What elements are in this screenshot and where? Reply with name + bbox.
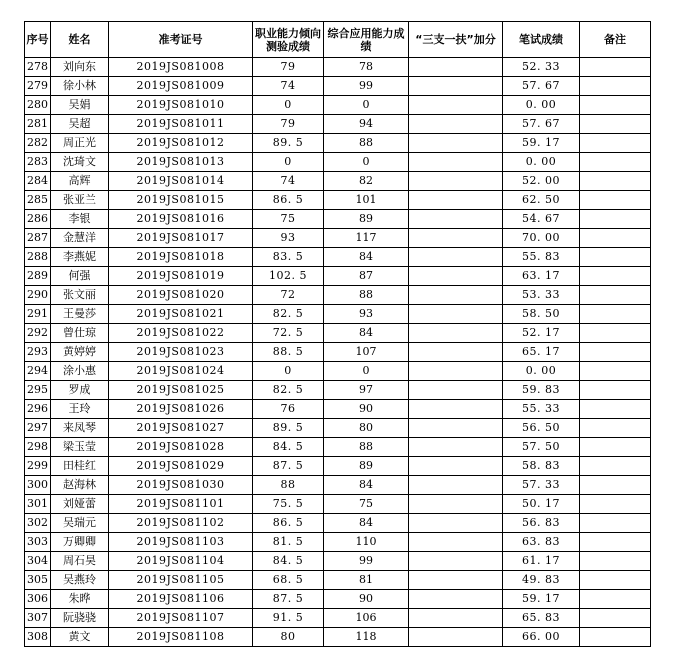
cell-comprehensive: 82: [324, 172, 409, 191]
cell-name: 王玲: [51, 400, 109, 419]
table-row: [25, 609, 651, 628]
table-row: [25, 248, 651, 267]
table-row: [25, 58, 651, 77]
table-row: [25, 400, 651, 419]
cell-aptitude: 79: [253, 58, 324, 77]
cell-bonus: [409, 552, 503, 571]
table-row: [25, 229, 651, 248]
header-name: 姓名: [51, 22, 109, 58]
cell-seq: 287: [25, 229, 51, 248]
cell-written: 59. 83: [503, 381, 580, 400]
cell-remarks: [580, 248, 651, 267]
table-row: [25, 552, 651, 571]
cell-seq: 295: [25, 381, 51, 400]
cell-written: 58. 83: [503, 457, 580, 476]
table-row: [25, 115, 651, 134]
cell-exam-no: 2019JS081023: [109, 343, 253, 362]
header-exam-no: 准考证号: [109, 22, 253, 58]
cell-exam-no: 2019JS081025: [109, 381, 253, 400]
cell-bonus: [409, 58, 503, 77]
table-row: [25, 210, 651, 229]
cell-name: 张文丽: [51, 286, 109, 305]
cell-exam-no: 2019JS081015: [109, 191, 253, 210]
cell-name: 黄婷婷: [51, 343, 109, 362]
cell-comprehensive: 107: [324, 343, 409, 362]
cell-written: 57. 67: [503, 77, 580, 96]
header-seq: 序号: [25, 22, 51, 58]
table-row: [25, 571, 651, 590]
cell-comprehensive: 0: [324, 362, 409, 381]
cell-seq: 297: [25, 419, 51, 438]
table-row: [25, 96, 651, 115]
cell-aptitude: 93: [253, 229, 324, 248]
cell-comprehensive: 84: [324, 248, 409, 267]
cell-seq: 283: [25, 153, 51, 172]
cell-seq: 279: [25, 77, 51, 96]
cell-exam-no: 2019JS081027: [109, 419, 253, 438]
cell-aptitude: 75. 5: [253, 495, 324, 514]
cell-bonus: [409, 381, 503, 400]
cell-written: 56. 50: [503, 419, 580, 438]
cell-name: 刘娅蕾: [51, 495, 109, 514]
cell-written: 0. 00: [503, 362, 580, 381]
cell-exam-no: 2019JS081104: [109, 552, 253, 571]
cell-remarks: [580, 305, 651, 324]
table-row: [25, 457, 651, 476]
cell-comprehensive: 106: [324, 609, 409, 628]
cell-comprehensive: 93: [324, 305, 409, 324]
cell-name: 徐小林: [51, 77, 109, 96]
cell-comprehensive: 99: [324, 552, 409, 571]
cell-written: 55. 33: [503, 400, 580, 419]
cell-aptitude: 74: [253, 172, 324, 191]
table-row: [25, 286, 651, 305]
cell-aptitude: 89. 5: [253, 134, 324, 153]
cell-aptitude: 83. 5: [253, 248, 324, 267]
cell-exam-no: 2019JS081010: [109, 96, 253, 115]
cell-name: 田桂红: [51, 457, 109, 476]
cell-exam-no: 2019JS081108: [109, 628, 253, 647]
cell-comprehensive: 88: [324, 134, 409, 153]
cell-aptitude: 82. 5: [253, 381, 324, 400]
cell-bonus: [409, 628, 503, 647]
table-row: [25, 134, 651, 153]
cell-aptitude: 89. 5: [253, 419, 324, 438]
cell-seq: 281: [25, 115, 51, 134]
score-table: [24, 21, 651, 647]
cell-bonus: [409, 476, 503, 495]
cell-seq: 293: [25, 343, 51, 362]
cell-remarks: [580, 590, 651, 609]
cell-name: 张亚兰: [51, 191, 109, 210]
cell-comprehensive: 78: [324, 58, 409, 77]
cell-name: 阮骁骁: [51, 609, 109, 628]
cell-exam-no: 2019JS081026: [109, 400, 253, 419]
cell-remarks: [580, 419, 651, 438]
cell-comprehensive: 80: [324, 419, 409, 438]
cell-aptitude: 86. 5: [253, 514, 324, 533]
cell-name: 梁玉莹: [51, 438, 109, 457]
cell-seq: 292: [25, 324, 51, 343]
cell-remarks: [580, 552, 651, 571]
table-row: [25, 381, 651, 400]
cell-remarks: [580, 533, 651, 552]
cell-seq: 308: [25, 628, 51, 647]
cell-remarks: [580, 362, 651, 381]
cell-seq: 294: [25, 362, 51, 381]
cell-comprehensive: 75: [324, 495, 409, 514]
cell-aptitude: 86. 5: [253, 191, 324, 210]
cell-written: 52. 17: [503, 324, 580, 343]
cell-seq: 307: [25, 609, 51, 628]
cell-aptitude: 72. 5: [253, 324, 324, 343]
cell-written: 55. 83: [503, 248, 580, 267]
cell-bonus: [409, 134, 503, 153]
cell-bonus: [409, 267, 503, 286]
cell-remarks: [580, 286, 651, 305]
cell-written: 59. 17: [503, 134, 580, 153]
cell-bonus: [409, 248, 503, 267]
cell-name: 吴超: [51, 115, 109, 134]
cell-remarks: [580, 343, 651, 362]
cell-remarks: [580, 267, 651, 286]
table-row: [25, 324, 651, 343]
cell-aptitude: 74: [253, 77, 324, 96]
table-row: [25, 495, 651, 514]
cell-exam-no: 2019JS081030: [109, 476, 253, 495]
cell-exam-no: 2019JS081018: [109, 248, 253, 267]
cell-exam-no: 2019JS081019: [109, 267, 253, 286]
cell-comprehensive: 88: [324, 438, 409, 457]
cell-seq: 298: [25, 438, 51, 457]
cell-written: 65. 83: [503, 609, 580, 628]
cell-name: 吴娟: [51, 96, 109, 115]
cell-aptitude: 81. 5: [253, 533, 324, 552]
cell-bonus: [409, 533, 503, 552]
cell-seq: 280: [25, 96, 51, 115]
cell-written: 58. 50: [503, 305, 580, 324]
table-row: [25, 77, 651, 96]
cell-comprehensive: 90: [324, 590, 409, 609]
cell-bonus: [409, 210, 503, 229]
cell-written: 62. 50: [503, 191, 580, 210]
cell-bonus: [409, 362, 503, 381]
cell-exam-no: 2019JS081020: [109, 286, 253, 305]
cell-seq: 304: [25, 552, 51, 571]
table-row: [25, 590, 651, 609]
cell-exam-no: 2019JS081101: [109, 495, 253, 514]
cell-seq: 305: [25, 571, 51, 590]
table-row: [25, 153, 651, 172]
cell-remarks: [580, 628, 651, 647]
cell-bonus: [409, 153, 503, 172]
cell-written: 50. 17: [503, 495, 580, 514]
cell-name: 周石昊: [51, 552, 109, 571]
cell-bonus: [409, 191, 503, 210]
cell-seq: 291: [25, 305, 51, 324]
cell-aptitude: 84. 5: [253, 438, 324, 457]
cell-name: 高辉: [51, 172, 109, 191]
cell-comprehensive: 87: [324, 267, 409, 286]
cell-bonus: [409, 286, 503, 305]
cell-comprehensive: 89: [324, 457, 409, 476]
cell-aptitude: 87. 5: [253, 457, 324, 476]
table-row: [25, 533, 651, 552]
cell-written: 54. 67: [503, 210, 580, 229]
cell-written: 59. 17: [503, 590, 580, 609]
cell-remarks: [580, 210, 651, 229]
cell-exam-no: 2019JS081107: [109, 609, 253, 628]
table-row: [25, 628, 651, 647]
cell-seq: 300: [25, 476, 51, 495]
cell-name: 黄文: [51, 628, 109, 647]
table-row: [25, 362, 651, 381]
cell-exam-no: 2019JS081011: [109, 115, 253, 134]
cell-name: 万卿卿: [51, 533, 109, 552]
cell-exam-no: 2019JS081013: [109, 153, 253, 172]
cell-name: 李银: [51, 210, 109, 229]
cell-written: 57. 50: [503, 438, 580, 457]
cell-bonus: [409, 419, 503, 438]
cell-seq: 296: [25, 400, 51, 419]
cell-bonus: [409, 77, 503, 96]
cell-remarks: [580, 191, 651, 210]
cell-comprehensive: 84: [324, 514, 409, 533]
cell-written: 0. 00: [503, 153, 580, 172]
cell-comprehensive: 101: [324, 191, 409, 210]
cell-exam-no: 2019JS081102: [109, 514, 253, 533]
cell-comprehensive: 118: [324, 628, 409, 647]
cell-bonus: [409, 514, 503, 533]
cell-comprehensive: 0: [324, 96, 409, 115]
cell-bonus: [409, 305, 503, 324]
cell-aptitude: 80: [253, 628, 324, 647]
cell-aptitude: 0: [253, 153, 324, 172]
table-row: [25, 267, 651, 286]
cell-aptitude: 102. 5: [253, 267, 324, 286]
cell-aptitude: 72: [253, 286, 324, 305]
cell-seq: 302: [25, 514, 51, 533]
cell-comprehensive: 89: [324, 210, 409, 229]
cell-remarks: [580, 457, 651, 476]
cell-exam-no: 2019JS081009: [109, 77, 253, 96]
cell-name: 曾仕琼: [51, 324, 109, 343]
cell-aptitude: 79: [253, 115, 324, 134]
cell-exam-no: 2019JS081106: [109, 590, 253, 609]
cell-seq: 284: [25, 172, 51, 191]
cell-aptitude: 0: [253, 362, 324, 381]
cell-remarks: [580, 58, 651, 77]
cell-remarks: [580, 172, 651, 191]
table-row: [25, 514, 651, 533]
cell-comprehensive: 110: [324, 533, 409, 552]
cell-aptitude: 84. 5: [253, 552, 324, 571]
cell-aptitude: 91. 5: [253, 609, 324, 628]
cell-seq: 288: [25, 248, 51, 267]
cell-written: 61. 17: [503, 552, 580, 571]
cell-bonus: [409, 172, 503, 191]
cell-name: 赵海林: [51, 476, 109, 495]
cell-written: 65. 17: [503, 343, 580, 362]
cell-remarks: [580, 229, 651, 248]
cell-seq: 301: [25, 495, 51, 514]
cell-exam-no: 2019JS081021: [109, 305, 253, 324]
table-row: [25, 476, 651, 495]
cell-comprehensive: 90: [324, 400, 409, 419]
table-row: [25, 191, 651, 210]
cell-remarks: [580, 381, 651, 400]
cell-remarks: [580, 609, 651, 628]
cell-name: 金慧洋: [51, 229, 109, 248]
cell-seq: 278: [25, 58, 51, 77]
cell-exam-no: 2019JS081012: [109, 134, 253, 153]
cell-exam-no: 2019JS081024: [109, 362, 253, 381]
cell-seq: 290: [25, 286, 51, 305]
cell-name: 沈琦文: [51, 153, 109, 172]
cell-aptitude: 88. 5: [253, 343, 324, 362]
cell-comprehensive: 88: [324, 286, 409, 305]
cell-exam-no: 2019JS081029: [109, 457, 253, 476]
cell-seq: 303: [25, 533, 51, 552]
cell-aptitude: 82. 5: [253, 305, 324, 324]
cell-remarks: [580, 514, 651, 533]
cell-name: 王曼莎: [51, 305, 109, 324]
cell-remarks: [580, 438, 651, 457]
header-remarks: 备注: [580, 22, 651, 58]
cell-seq: 306: [25, 590, 51, 609]
cell-aptitude: 88: [253, 476, 324, 495]
cell-seq: 282: [25, 134, 51, 153]
cell-bonus: [409, 457, 503, 476]
table-row: [25, 305, 651, 324]
cell-comprehensive: 84: [324, 324, 409, 343]
cell-written: 52. 00: [503, 172, 580, 191]
cell-name: 刘向东: [51, 58, 109, 77]
cell-bonus: [409, 571, 503, 590]
cell-remarks: [580, 495, 651, 514]
cell-comprehensive: 84: [324, 476, 409, 495]
cell-bonus: [409, 115, 503, 134]
cell-exam-no: 2019JS081016: [109, 210, 253, 229]
table-row: [25, 343, 651, 362]
cell-written: 63. 83: [503, 533, 580, 552]
cell-aptitude: 76: [253, 400, 324, 419]
cell-written: 56. 83: [503, 514, 580, 533]
cell-comprehensive: 81: [324, 571, 409, 590]
cell-aptitude: 68. 5: [253, 571, 324, 590]
cell-written: 57. 33: [503, 476, 580, 495]
cell-written: 0. 00: [503, 96, 580, 115]
cell-comprehensive: 97: [324, 381, 409, 400]
cell-written: 53. 33: [503, 286, 580, 305]
table-row: [25, 172, 651, 191]
header-row: [25, 22, 651, 58]
cell-seq: 285: [25, 191, 51, 210]
cell-name: 吴燕玲: [51, 571, 109, 590]
cell-exam-no: 2019JS081008: [109, 58, 253, 77]
cell-bonus: [409, 96, 503, 115]
cell-name: 周正光: [51, 134, 109, 153]
cell-exam-no: 2019JS081017: [109, 229, 253, 248]
cell-aptitude: 0: [253, 96, 324, 115]
cell-exam-no: 2019JS081105: [109, 571, 253, 590]
header-bonus: “三支一扶”加分: [409, 22, 503, 58]
cell-comprehensive: 99: [324, 77, 409, 96]
cell-written: 57. 67: [503, 115, 580, 134]
cell-bonus: [409, 438, 503, 457]
cell-remarks: [580, 476, 651, 495]
cell-remarks: [580, 134, 651, 153]
table-row: [25, 438, 651, 457]
cell-aptitude: 75: [253, 210, 324, 229]
cell-name: 朱晔: [51, 590, 109, 609]
table-row: [25, 419, 651, 438]
cell-bonus: [409, 400, 503, 419]
cell-written: 49. 83: [503, 571, 580, 590]
cell-exam-no: 2019JS081028: [109, 438, 253, 457]
cell-comprehensive: 94: [324, 115, 409, 134]
header-aptitude: 职业能力倾向测验成绩: [253, 22, 324, 58]
cell-bonus: [409, 609, 503, 628]
cell-name: 罗成: [51, 381, 109, 400]
cell-bonus: [409, 343, 503, 362]
cell-aptitude: 87. 5: [253, 590, 324, 609]
header-comprehensive: 综合应用能力成绩: [324, 22, 409, 58]
cell-written: 66. 00: [503, 628, 580, 647]
cell-bonus: [409, 590, 503, 609]
header-written: 笔试成绩: [503, 22, 580, 58]
cell-remarks: [580, 96, 651, 115]
cell-bonus: [409, 495, 503, 514]
cell-bonus: [409, 324, 503, 343]
cell-remarks: [580, 400, 651, 419]
cell-name: 吴瑞元: [51, 514, 109, 533]
cell-remarks: [580, 77, 651, 96]
cell-comprehensive: 0: [324, 153, 409, 172]
cell-remarks: [580, 115, 651, 134]
cell-remarks: [580, 571, 651, 590]
cell-seq: 289: [25, 267, 51, 286]
table-body: [25, 58, 651, 647]
cell-comprehensive: 117: [324, 229, 409, 248]
cell-written: 52. 33: [503, 58, 580, 77]
cell-exam-no: 2019JS081014: [109, 172, 253, 191]
cell-name: 李燕妮: [51, 248, 109, 267]
cell-seq: 299: [25, 457, 51, 476]
cell-remarks: [580, 324, 651, 343]
cell-name: 来凤琴: [51, 419, 109, 438]
cell-remarks: [580, 153, 651, 172]
cell-name: 涂小惠: [51, 362, 109, 381]
cell-seq: 286: [25, 210, 51, 229]
cell-written: 70. 00: [503, 229, 580, 248]
cell-bonus: [409, 229, 503, 248]
cell-name: 何强: [51, 267, 109, 286]
cell-written: 63. 17: [503, 267, 580, 286]
cell-exam-no: 2019JS081022: [109, 324, 253, 343]
cell-exam-no: 2019JS081103: [109, 533, 253, 552]
